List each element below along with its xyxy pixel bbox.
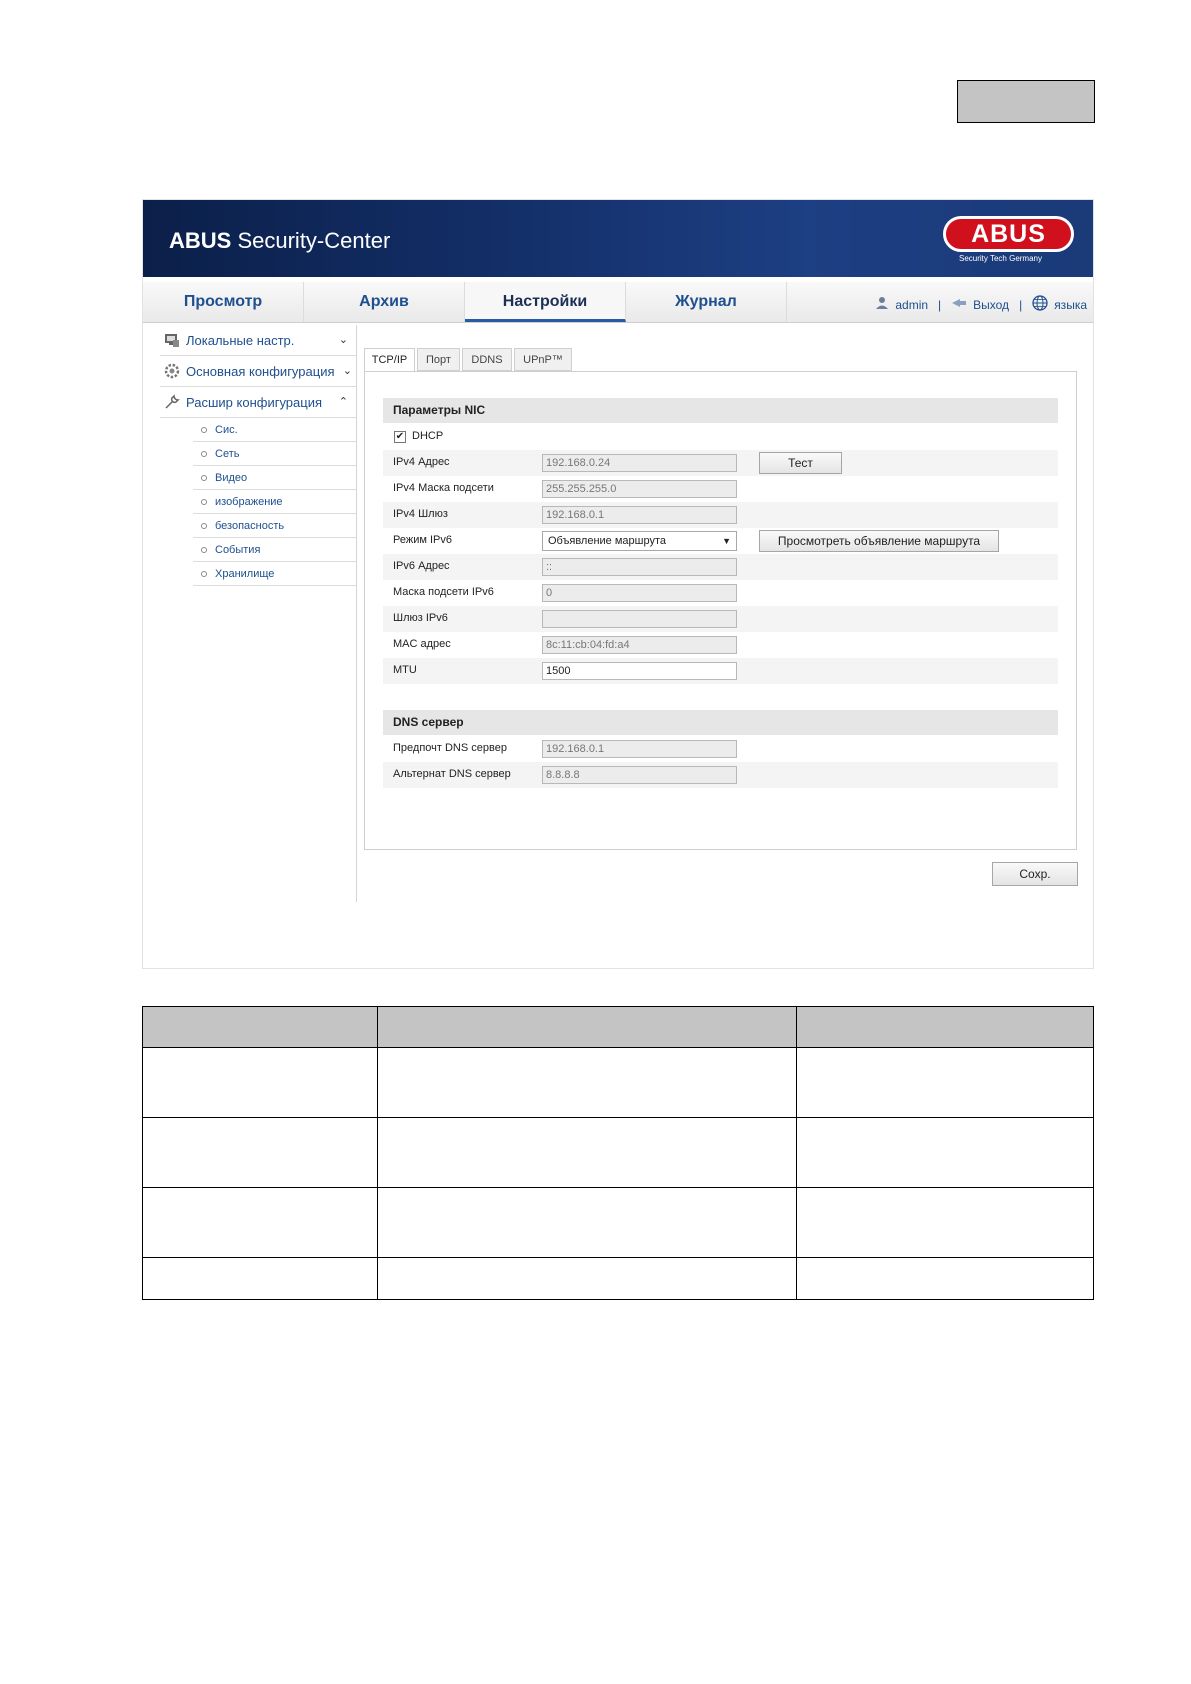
ipv6-mask-row bbox=[383, 580, 1058, 606]
mtu-input[interactable]: 1500 bbox=[542, 662, 737, 680]
table-cell bbox=[378, 1048, 797, 1118]
table-row bbox=[143, 1188, 1094, 1258]
field-label: Предпочт DNS сервер bbox=[393, 742, 507, 754]
sidebar-sub-video[interactable] bbox=[193, 466, 356, 490]
bullet-icon bbox=[201, 427, 207, 433]
dns-section-title: DNS сервер bbox=[383, 710, 1058, 735]
nav-user-area bbox=[875, 295, 1087, 314]
app-title bbox=[169, 228, 390, 254]
save-button[interactable]: Сохр. bbox=[992, 862, 1078, 886]
separator: | bbox=[1019, 297, 1023, 312]
sub-label: События bbox=[215, 543, 261, 556]
bullet-icon bbox=[201, 547, 207, 553]
ipv6-gateway-row bbox=[383, 606, 1058, 632]
ipv4-address-row bbox=[383, 450, 1058, 476]
ipv6-address-input[interactable]: :: bbox=[542, 558, 737, 576]
sidebar-label: Расшир конфигурация bbox=[186, 394, 323, 410]
sub-label: изображение bbox=[215, 495, 283, 508]
sub-label: Видео bbox=[215, 471, 248, 484]
sidebar-label: Локальные настр. bbox=[186, 332, 295, 348]
table-cell bbox=[797, 1258, 1094, 1300]
dns-preferred-input[interactable]: 192.168.0.1 bbox=[542, 740, 737, 758]
dhcp-label: DHCP bbox=[412, 430, 444, 442]
tab-journal[interactable]: Журнал bbox=[626, 282, 787, 322]
bullet-icon bbox=[201, 571, 207, 577]
abus-logo: ABUS bbox=[943, 216, 1074, 252]
ipv6-gateway-input[interactable] bbox=[542, 610, 737, 628]
test-button[interactable]: Тест bbox=[759, 452, 842, 474]
sub-label: безопасность bbox=[215, 519, 285, 532]
sidebar-sub-network[interactable] bbox=[193, 442, 356, 466]
sidebar-item-local[interactable] bbox=[160, 325, 356, 356]
app-window bbox=[142, 199, 1094, 969]
sidebar-sub-events[interactable] bbox=[193, 538, 356, 562]
table-cell bbox=[797, 1048, 1094, 1118]
ipv4-gateway-row bbox=[383, 502, 1058, 528]
logout-link[interactable]: Выход bbox=[973, 297, 1010, 312]
logout-icon bbox=[951, 297, 967, 312]
bullet-icon bbox=[201, 523, 207, 529]
field-label: IPv6 Адрес bbox=[393, 560, 450, 572]
tab-ddns[interactable]: DDNS bbox=[462, 348, 512, 371]
language-link[interactable]: языка bbox=[1054, 297, 1087, 312]
tcpip-panel bbox=[364, 371, 1077, 850]
table-cell bbox=[797, 1118, 1094, 1188]
field-label: Шлюз IPv6 bbox=[393, 612, 448, 624]
ipv4-gateway-input[interactable]: 192.168.0.1 bbox=[542, 506, 737, 524]
dropdown-arrow-icon: ▼ bbox=[722, 536, 731, 546]
table-cell bbox=[143, 1188, 378, 1258]
table-cell bbox=[378, 1118, 797, 1188]
monitor-icon bbox=[164, 332, 180, 348]
ipv6-mask-input[interactable]: 0 bbox=[542, 584, 737, 602]
mac-row bbox=[383, 632, 1058, 658]
chevron-down-icon: ⌄ bbox=[342, 365, 352, 377]
dhcp-row bbox=[383, 424, 1058, 450]
mtu-row bbox=[383, 658, 1058, 684]
tab-view[interactable]: Просмотр bbox=[143, 282, 304, 322]
parameter-table bbox=[142, 1006, 1094, 1300]
table-cell bbox=[378, 1188, 797, 1258]
table-cell bbox=[797, 1188, 1094, 1258]
user-name: admin bbox=[895, 297, 929, 312]
tab-archive[interactable]: Архив bbox=[304, 282, 465, 322]
table-cell bbox=[143, 1048, 378, 1118]
table-header-cell bbox=[378, 1007, 797, 1048]
sub-label: Сеть bbox=[215, 447, 240, 460]
user-icon bbox=[875, 296, 889, 313]
separator: | bbox=[938, 297, 942, 312]
gear-icon bbox=[164, 363, 180, 379]
app-title-brand: ABUS bbox=[169, 228, 232, 253]
table-cell bbox=[378, 1258, 797, 1300]
chevron-down-icon: ⌄ bbox=[338, 334, 348, 346]
table-cell bbox=[143, 1118, 378, 1188]
bullet-icon bbox=[201, 451, 207, 457]
table-row bbox=[143, 1048, 1094, 1118]
main-nav bbox=[143, 282, 1093, 323]
field-label: MAC адрес bbox=[393, 638, 451, 650]
bullet-icon bbox=[201, 475, 207, 481]
sidebar-label: Основная конфигурация bbox=[186, 363, 335, 379]
sidebar-sub-image[interactable] bbox=[193, 490, 356, 514]
table-cell bbox=[143, 1258, 378, 1300]
globe-icon bbox=[1032, 295, 1048, 314]
sidebar bbox=[160, 325, 357, 902]
tab-settings[interactable]: Настройки bbox=[465, 282, 626, 322]
dns-preferred-row bbox=[383, 736, 1058, 762]
dns-alternate-input[interactable]: 8.8.8.8 bbox=[542, 766, 737, 784]
sidebar-sub-storage[interactable] bbox=[193, 562, 356, 586]
chevron-up-icon: ⌃ bbox=[338, 396, 348, 408]
sidebar-sub-system[interactable] bbox=[193, 418, 356, 442]
mac-address-input[interactable]: 8c:11:cb:04:fd:a4 bbox=[542, 636, 737, 654]
tab-tcpip[interactable]: TCP/IP bbox=[364, 348, 415, 372]
sidebar-item-advanced[interactable] bbox=[160, 387, 356, 418]
view-route-button[interactable]: Просмотреть объявление маршрута bbox=[759, 530, 999, 552]
table-row bbox=[143, 1258, 1094, 1300]
field-label: IPv4 Адрес bbox=[393, 456, 450, 468]
tab-port[interactable]: Порт bbox=[417, 348, 460, 371]
ipv4-mask-row bbox=[383, 476, 1058, 502]
ipv6-mode-row bbox=[383, 528, 1058, 554]
sub-label: Хранилище bbox=[215, 567, 275, 580]
bullet-icon bbox=[201, 499, 207, 505]
header-banner bbox=[143, 200, 1093, 277]
dns-alternate-row bbox=[383, 762, 1058, 788]
sub-label: Сис. bbox=[215, 423, 238, 436]
table-header-cell bbox=[797, 1007, 1094, 1048]
field-label: IPv4 Маска подсети bbox=[393, 482, 494, 494]
tab-upnp[interactable]: UPnP™ bbox=[514, 348, 572, 371]
wrench-icon bbox=[164, 394, 180, 410]
ipv4-address-input[interactable]: 192.168.0.24 bbox=[542, 454, 737, 472]
logo-subtitle: Security Tech Germany bbox=[959, 254, 1042, 263]
sidebar-item-basic[interactable] bbox=[160, 356, 356, 387]
field-label: Маска подсети IPv6 bbox=[393, 586, 494, 598]
field-label: MTU bbox=[393, 664, 417, 676]
nic-section-title: Параметры NIC bbox=[383, 398, 1058, 423]
field-label: IPv4 Шлюз bbox=[393, 508, 448, 520]
dhcp-checkbox[interactable]: ✔ bbox=[395, 431, 405, 442]
field-label: Альтернат DNS сервер bbox=[393, 768, 511, 780]
ipv6-mode-select[interactable] bbox=[542, 531, 737, 551]
page-number-box bbox=[957, 80, 1095, 123]
sidebar-sub-security[interactable] bbox=[193, 514, 356, 538]
field-label: Режим IPv6 bbox=[393, 534, 452, 546]
ipv6-address-row bbox=[383, 554, 1058, 580]
app-title-rest: Security-Center bbox=[231, 228, 391, 253]
table-row bbox=[143, 1118, 1094, 1188]
table-header-row bbox=[143, 1007, 1094, 1048]
select-value: Объявление маршрута bbox=[548, 535, 666, 547]
table-header-cell bbox=[143, 1007, 378, 1048]
ipv4-mask-input[interactable]: 255.255.255.0 bbox=[542, 480, 737, 498]
